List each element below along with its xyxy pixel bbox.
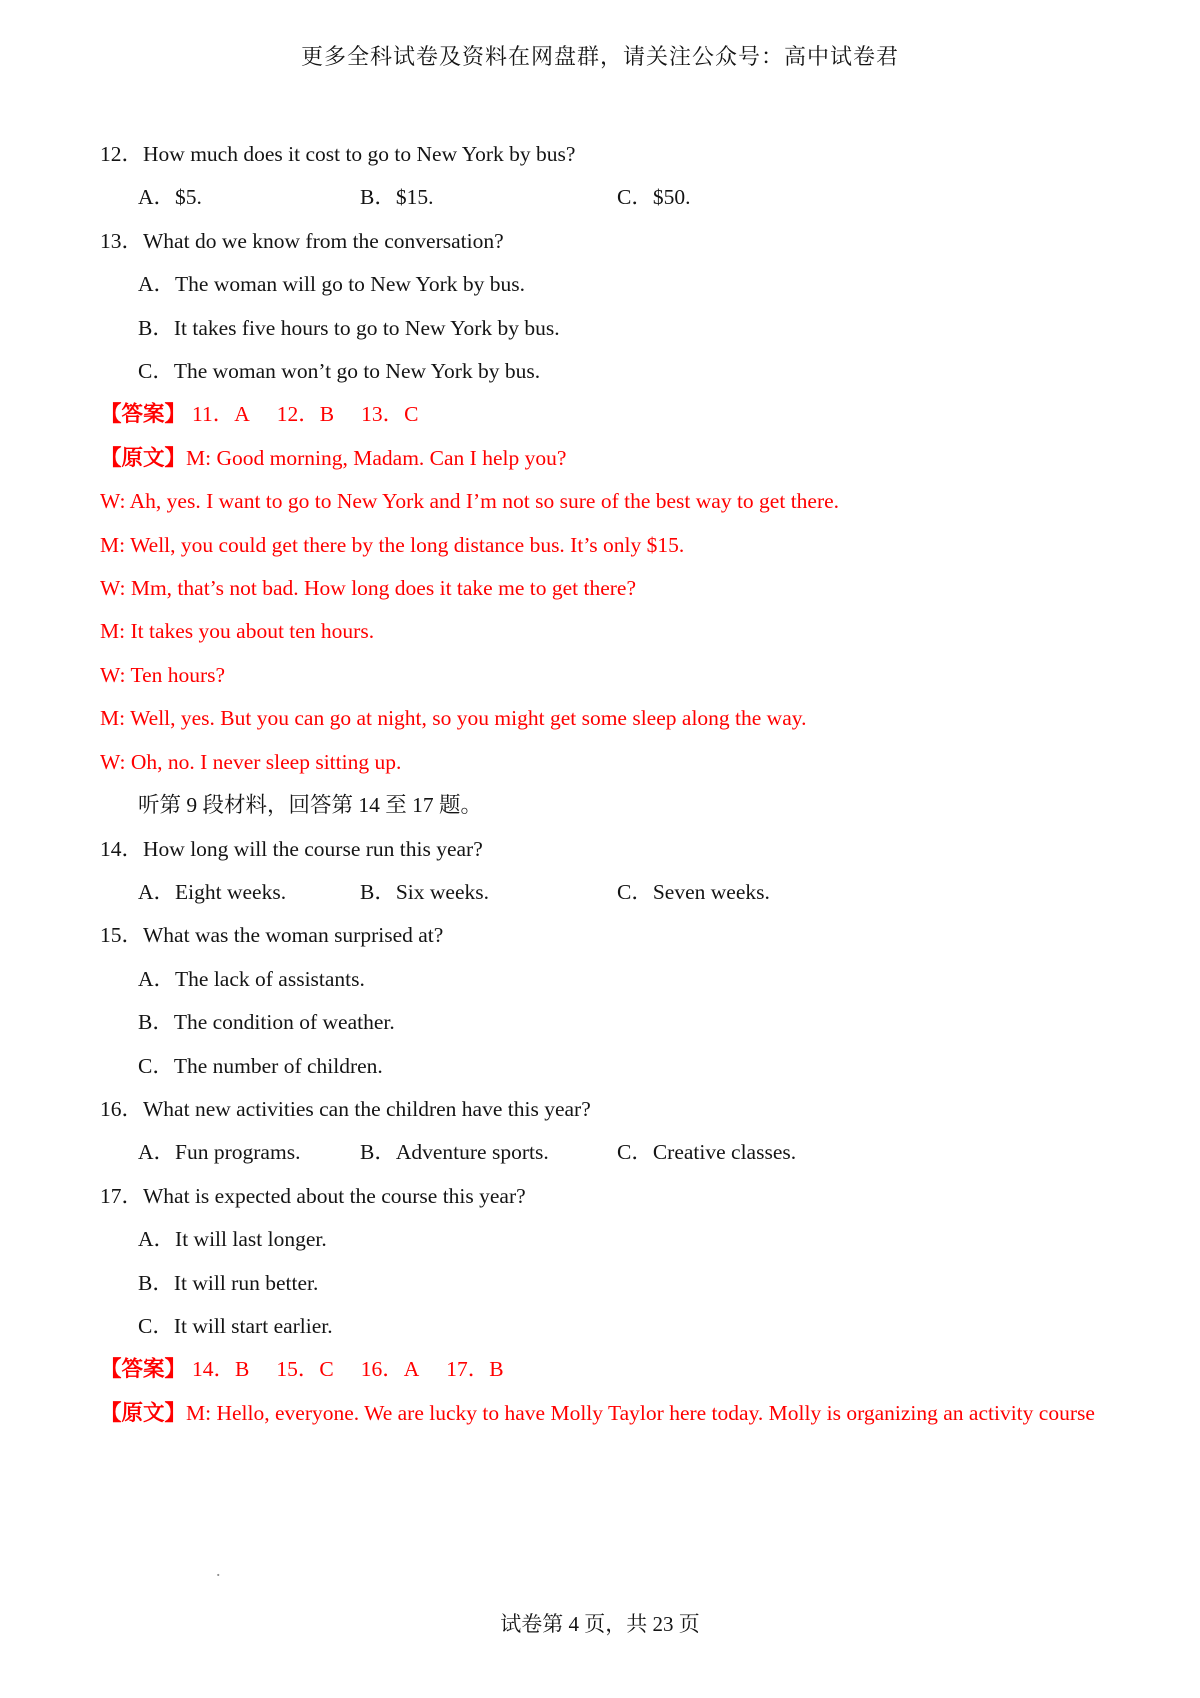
question-12-options bbox=[100, 176, 1160, 219]
option-c bbox=[100, 1305, 1160, 1348]
option-b bbox=[100, 307, 1160, 350]
question-16-options bbox=[100, 1131, 1160, 1174]
option-label: B． bbox=[360, 879, 396, 904]
option-text: Seven weeks. bbox=[652, 879, 770, 904]
option-c bbox=[100, 1045, 1160, 1088]
option-a bbox=[138, 1131, 360, 1174]
option-text: $15. bbox=[395, 185, 434, 210]
answers-label: 【答案】 bbox=[100, 402, 187, 427]
option-label: A． bbox=[138, 966, 176, 991]
option-text: It will last longer. bbox=[175, 1227, 327, 1252]
answer-item: 13．C bbox=[361, 402, 419, 427]
transcript-line: M: Hello, everyone. We are lucky to have Molly Taylor here today. Molly is organizing an activity course bbox=[186, 1400, 1095, 1425]
question-14 bbox=[100, 828, 1160, 871]
option-label: B． bbox=[138, 315, 174, 340]
question-17 bbox=[100, 1175, 1160, 1218]
option-text: Adventure sports. bbox=[395, 1140, 549, 1165]
option-text: Eight weeks. bbox=[175, 879, 287, 904]
option-label: B． bbox=[360, 1140, 396, 1165]
question-text: What new activities can the children have this year? bbox=[143, 1096, 591, 1121]
option-text: It takes five hours to go to New York by bus. bbox=[173, 315, 560, 340]
option-b bbox=[100, 1262, 1160, 1305]
option-b bbox=[360, 1131, 617, 1174]
option-a bbox=[100, 1218, 1160, 1261]
option-label: A． bbox=[138, 185, 176, 210]
option-label: B． bbox=[360, 185, 396, 210]
question-text: What is expected about the course this year? bbox=[143, 1183, 526, 1208]
question-text: What was the woman surprised at? bbox=[143, 923, 444, 948]
option-c bbox=[617, 871, 1160, 914]
question-number: 17． bbox=[100, 1183, 144, 1208]
question-number: 14． bbox=[100, 836, 144, 861]
option-a bbox=[138, 176, 360, 219]
section-note: 听第 9 段材料，回答第 14 至 17 题。 bbox=[138, 793, 483, 818]
option-text: The number of children. bbox=[173, 1053, 383, 1078]
option-b bbox=[360, 871, 617, 914]
transcript-line: M: Good morning, Madam. Can I help you? bbox=[186, 445, 567, 470]
answer-key-line-2 bbox=[100, 1348, 1160, 1391]
option-label: B． bbox=[138, 1270, 174, 1295]
transcript-label: 【原文】 bbox=[100, 1400, 187, 1425]
option-label: A． bbox=[138, 1227, 176, 1252]
option-text: It will start earlier. bbox=[173, 1313, 333, 1338]
option-a bbox=[100, 958, 1160, 1001]
question-number: 13． bbox=[100, 228, 144, 253]
option-text: The condition of weather. bbox=[173, 1010, 395, 1035]
option-b bbox=[360, 176, 617, 219]
question-16 bbox=[100, 1088, 1160, 1131]
option-label: C． bbox=[617, 1140, 653, 1165]
question-text: How much does it cost to go to New York by bus? bbox=[143, 142, 576, 166]
question-text: What do we know from the conversation? bbox=[143, 228, 504, 253]
option-label: B． bbox=[138, 1010, 174, 1035]
transcript-line: W: Mm, that’s not bad. How long does it take me to get there? bbox=[100, 576, 636, 601]
scan-artifact-dot: . bbox=[216, 1560, 221, 1580]
option-text: The woman won’t go to New York by bus. bbox=[173, 359, 541, 384]
transcript-line: M: Well, yes. But you can go at night, so you might get some sleep along the way. bbox=[100, 706, 807, 731]
option-c bbox=[617, 1131, 1160, 1174]
question-14-options bbox=[100, 871, 1160, 914]
transcript-2-first-line bbox=[100, 1392, 1160, 1435]
option-label: C． bbox=[138, 1053, 174, 1078]
transcript-line: M: Well, you could get there by the long distance bus. It’s only $15. bbox=[100, 532, 685, 557]
question-13 bbox=[100, 220, 1160, 263]
option-label: A． bbox=[138, 272, 176, 297]
answer-item: 14．B bbox=[192, 1357, 250, 1382]
question-number: 12． bbox=[100, 142, 144, 166]
answers-label: 【答案】 bbox=[100, 1357, 187, 1382]
transcript-line: M: It takes you about ten hours. bbox=[100, 619, 375, 644]
answer-key-line-1 bbox=[100, 393, 1160, 436]
option-text: $5. bbox=[175, 185, 202, 210]
question-15 bbox=[100, 914, 1160, 957]
option-text: $50. bbox=[652, 185, 691, 210]
answer-item: 17．B bbox=[446, 1357, 504, 1382]
question-number: 15． bbox=[100, 923, 144, 948]
option-label: C． bbox=[617, 185, 653, 210]
transcript-label: 【原文】 bbox=[100, 445, 187, 470]
question-12 bbox=[100, 133, 1160, 176]
option-a bbox=[138, 871, 360, 914]
page-content bbox=[100, 133, 1160, 1435]
option-text: Six weeks. bbox=[395, 879, 490, 904]
option-text: It will run better. bbox=[173, 1270, 319, 1295]
option-a bbox=[100, 263, 1160, 306]
option-label: C． bbox=[138, 359, 174, 384]
answer-item: 12．B bbox=[276, 402, 335, 427]
option-b bbox=[100, 1001, 1160, 1044]
option-label: C． bbox=[138, 1313, 174, 1338]
footer-page-info: 试卷第 4 页，共 23 页 bbox=[500, 1612, 700, 1636]
transcript-line: W: Ten hours? bbox=[100, 662, 226, 687]
option-text: Creative classes. bbox=[652, 1140, 797, 1165]
answer-item: 11．A bbox=[192, 402, 250, 427]
option-c bbox=[100, 350, 1160, 393]
option-c bbox=[617, 176, 1160, 219]
question-number: 16． bbox=[100, 1096, 144, 1121]
transcript-1-first-line bbox=[100, 437, 1160, 480]
option-label: A． bbox=[138, 879, 176, 904]
transcript-line: W: Oh, no. I never sleep sitting up. bbox=[100, 749, 402, 774]
option-text: The lack of assistants. bbox=[175, 966, 365, 991]
answer-item: 15．C bbox=[276, 1357, 334, 1382]
option-label: A． bbox=[138, 1140, 176, 1165]
question-text: How long will the course run this year? bbox=[143, 836, 483, 861]
option-text: Fun programs. bbox=[175, 1140, 301, 1165]
header-promo: 更多全科试卷及资料在网盘群，请关注公众号：高中试卷君 bbox=[300, 44, 899, 69]
transcript-line: W: Ah, yes. I want to go to New York and I’m not so sure of the best way to get there. bbox=[100, 489, 840, 514]
option-text: The woman will go to New York by bus. bbox=[175, 272, 525, 297]
option-label: C． bbox=[617, 879, 653, 904]
answer-item: 16．A bbox=[360, 1357, 420, 1382]
